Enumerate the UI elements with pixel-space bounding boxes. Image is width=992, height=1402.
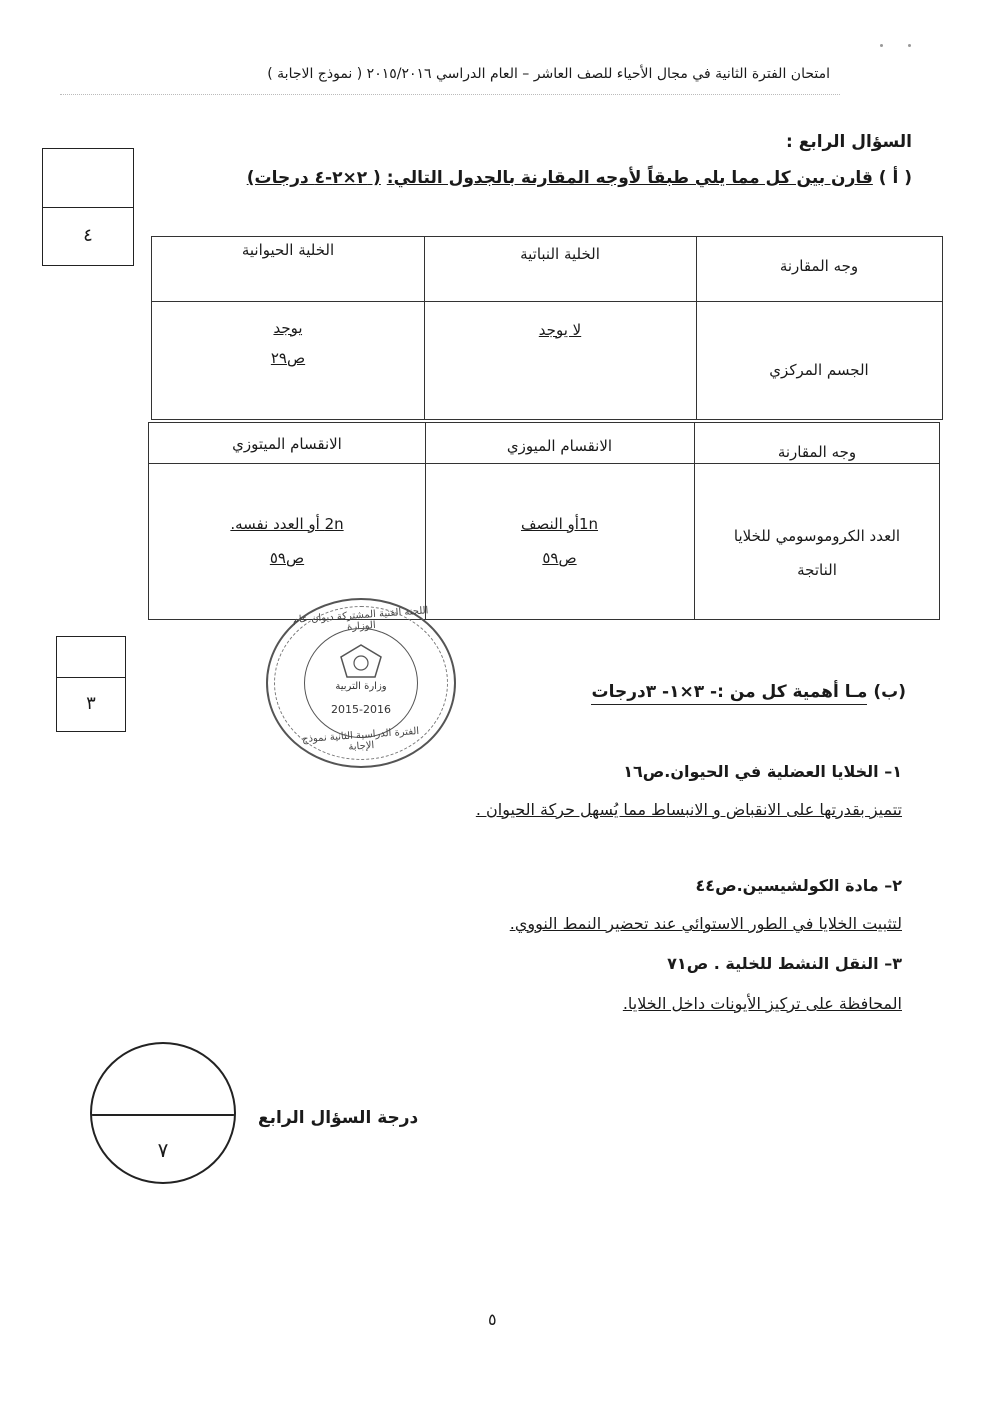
- table2-meiosis-ref: ص٥٩: [542, 549, 577, 567]
- part-b-heading: [591, 682, 906, 705]
- total-score-circle: [90, 1042, 236, 1184]
- item-2-question: ٢– مادة الكولشيسين.ص٤٤: [695, 876, 902, 895]
- scan-speck: [880, 44, 883, 47]
- item-2-answer: لتثبيت الخلايا في الطور الاستوائي عند تحضير النمط النووي.: [509, 914, 902, 933]
- table1-row-label: الجسم المركزي: [769, 361, 869, 379]
- part-a-label: ( أ ): [878, 168, 912, 188]
- stamp-bottom-text: الفترة الدراسية الثانية نموذج الإجابة: [301, 725, 420, 753]
- emblem-icon: [331, 641, 391, 681]
- total-score-label: درجة السؤال الرابع: [258, 1108, 419, 1128]
- circle-divider: [92, 1114, 234, 1116]
- table2-mitosis-cell: [149, 515, 425, 567]
- header-divider: [60, 94, 840, 95]
- page-number: ٥: [488, 1310, 497, 1329]
- table2-row-label-line1: العدد الكروموسومي للخلايا: [733, 527, 901, 545]
- stamp-year: 2015-2016: [331, 703, 391, 716]
- part-b-text: مـا أهمية كل من :-: [710, 682, 868, 702]
- score-box-value: ٤: [83, 225, 93, 246]
- table2-mitosis-ref: ص٥٩: [269, 549, 305, 567]
- stamp-emblem: [304, 628, 418, 738]
- part-a-instruction: [247, 168, 912, 188]
- part-b-text-wrap: [591, 682, 867, 705]
- table2-header-aspect: وجه المقارنة: [777, 443, 857, 461]
- comparison-table-2: [148, 422, 940, 620]
- table1-header-aspect: وجه المقارنة: [779, 257, 859, 275]
- part-a-text: قارن بين كل مما يلي طبقاً لأوجه المقارنة بالجدول التالي:: [386, 168, 873, 188]
- part-b-label: (ب): [873, 682, 906, 702]
- item-1-question: ١– الخلايا العضلية في الحيوان.ص١٦: [623, 762, 902, 781]
- table1-animal-answer-cell: [152, 319, 424, 367]
- item-3-answer: المحافظة على تركيز الأيونات داخل الخلايا.: [622, 994, 902, 1013]
- table1-header-plant: الخلية النباتية: [520, 245, 600, 263]
- stamp-top-text: اللجنة الفنية المشتركة ديوان عام الوزارة: [292, 605, 429, 633]
- comparison-table-1: [151, 236, 943, 420]
- table1-plant-answer: لا يوجد: [538, 321, 582, 339]
- score-box-part-a: [42, 148, 134, 266]
- table2-mitosis-answer: 2n أو العدد نفسه.: [230, 515, 344, 533]
- table1-animal-answer: يوجد: [273, 319, 303, 337]
- scan-speck: [908, 44, 911, 47]
- table2-meiosis-cell: [425, 515, 694, 567]
- table2-header-mitosis: الانقسام الميتوزي: [232, 435, 342, 453]
- table1-header-animal: الخلية الحيوانية: [241, 241, 335, 259]
- score-box-divider: [43, 207, 133, 208]
- table2-meiosis-answer: 1nأو النصف: [520, 515, 599, 533]
- table2-header-meiosis: الانقسام الميوزي: [506, 437, 613, 455]
- score-box-part-b: [56, 636, 126, 732]
- table2-row-label-line2: الناتجة: [797, 561, 837, 579]
- item-3-question: ٣– النقل النشط للخلية . ص٧١: [667, 954, 902, 973]
- score-box-divider: [57, 677, 125, 678]
- official-stamp: [266, 598, 456, 768]
- stamp-ministry: وزارة التربية: [335, 681, 387, 692]
- part-a-marks: ( ٢×٢-٤ درجات): [246, 168, 381, 188]
- item-1-answer: تتميز بقدرتها على الانقباض و الانبساط مما يُسهل حركة الحيوان .: [475, 800, 902, 819]
- part-b-marks: ٣×١- ٣درجات: [591, 682, 705, 702]
- table2-row-label: [695, 519, 939, 587]
- score-box-value: ٣: [86, 693, 96, 714]
- exam-header: امتحان الفترة الثانية في مجال الأحياء للصف العاشر – العام الدراسي ٢٠١٥/٢٠١٦ ( نموذج الاجابة ): [267, 66, 830, 82]
- table1-animal-ref: ص٢٩: [270, 349, 306, 367]
- total-score-value: ٧: [157, 1138, 169, 1162]
- question-title: السؤال الرابع :: [786, 132, 912, 152]
